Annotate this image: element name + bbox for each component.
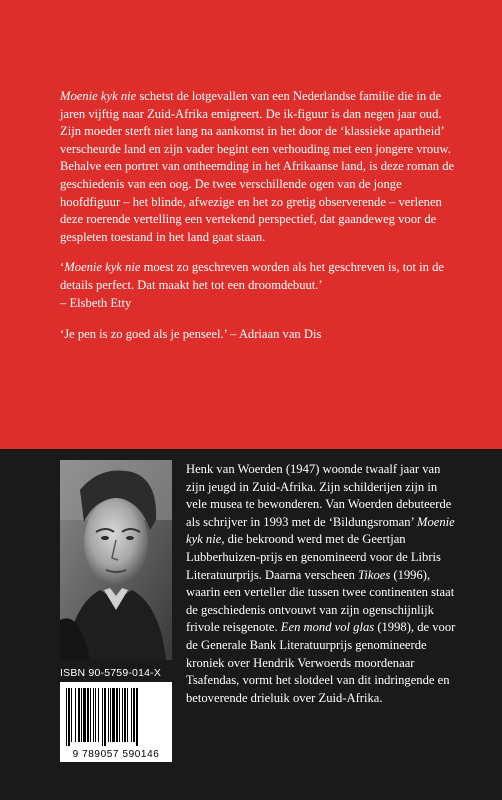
barcode-bar [78,688,80,742]
bio-text-2: , die bekroond werd met de Geertjan Lubberhuizen-prijs en genomineerd voor de Libris Literatuurprijs. Daarna verscheen [186,532,441,582]
quote-etty-author: – Elsbeth Etty [60,295,132,310]
bio-text-4: (1998), de voor de Generale Bank Literatuurprijs genomineerde kroniek over Hendrik Verwoerds moordenaar Tsafendas, vormt het slotdeel van dit indringende en betoverende drieluik over Zuid-Afrika. [186,620,456,705]
barcode-bar [102,688,103,746]
barcode-bar [110,688,111,742]
barcode-bars [60,682,172,748]
barcode-bar [108,688,109,742]
quote-van-dis: ‘Je pen is zo goed als je penseel.’ – Adriaan van Dis [60,327,322,342]
author-photo [60,460,172,660]
barcode-number: 9 789057 590146 [72,749,160,760]
author-biography [186,461,456,707]
barcode-bar [136,688,138,746]
bio-title-moenie: Moenie kyk nie [186,514,455,547]
barcode-bar [124,688,126,742]
summary-paragraph-2: Behalve een portret van ontheemding in het Afrikaanse land, is deze roman de geschiedenis van een oog. De twee verschillende ogen van de jonge hoofdfiguur – het blinde, afwezige en het zo gretig observerende – verlenen deze roerende vertelling een vertekend perspectief, dat gaandeweg voor de gespleten toestand in het land gaat staan. [60,159,455,244]
bio-text-3: (1996), waarin een verteller die tussen twee continenten staat de geschiedenis ontvouwt van zijn ogenschijnlijk frivole reisgenote. [186,567,455,635]
barcode-bar [133,688,135,742]
barcode-bar [112,688,115,742]
barcode-bar [90,688,91,742]
barcode-bar [119,688,120,742]
barcode-bar [68,688,70,746]
barcode-bar [75,688,76,742]
barcode-bar [104,688,106,746]
barcode-bar [81,688,82,742]
summary-text [60,88,460,344]
author-portrait-image [60,460,172,660]
barcode-bar [87,688,89,742]
bio-title-mond-vol-glas: Een mond vol glas [280,620,375,635]
quote-book-title: Moenie kyk nie [64,260,141,275]
barcode-bar [127,688,128,742]
barcode-bar [122,688,123,742]
barcode [60,682,172,762]
barcode-bar [98,688,99,742]
barcode-bar [131,688,132,742]
bio-text-1: Henk van Woerden (1947) woonde twaalf jaar van zijn jeugd in Zuid-Afrika. Zijn schilderijen zijn in vele musea te bewonderen. Van Woerden debuteerde als schrijver in 1993 met de ‘Bildungsroman’ [186,462,452,529]
summary-paragraph-1 [60,88,460,158]
book-title: Moenie kyk nie [60,89,137,103]
barcode-bar [66,688,67,746]
quote-open-mark: ‘ [60,260,65,275]
barcode-bar [95,688,96,742]
isbn-label: ISBN 90-5759-014-X [60,667,162,679]
summary-paragraph-1-text: schetst de lotgevallen van een Nederlandse familie die in de jaren vijftig naar Zuid-Afrika emigreert. De ik-figuur is dan negen jaar oud. Zijn moeder sterft niet lang na aankomst in het door de ‘klassieke apartheid’ verscheurde land en zijn vader begint een verhouding met een jongere vrouw. [60,89,451,156]
bio-title-tikoes: Tikoes [358,567,391,582]
barcode-bar [116,688,118,742]
barcode-bar [83,688,86,742]
barcode-bar [93,688,94,742]
bio-paragraph [186,461,456,707]
barcode-bar [71,688,72,742]
quote-etty-text: moest zo geschreven worden als het geschreven is, tot in de details perfect. Dat maakt het tot een droomdebuut.’ [60,260,444,292]
quote-etty [60,259,460,294]
